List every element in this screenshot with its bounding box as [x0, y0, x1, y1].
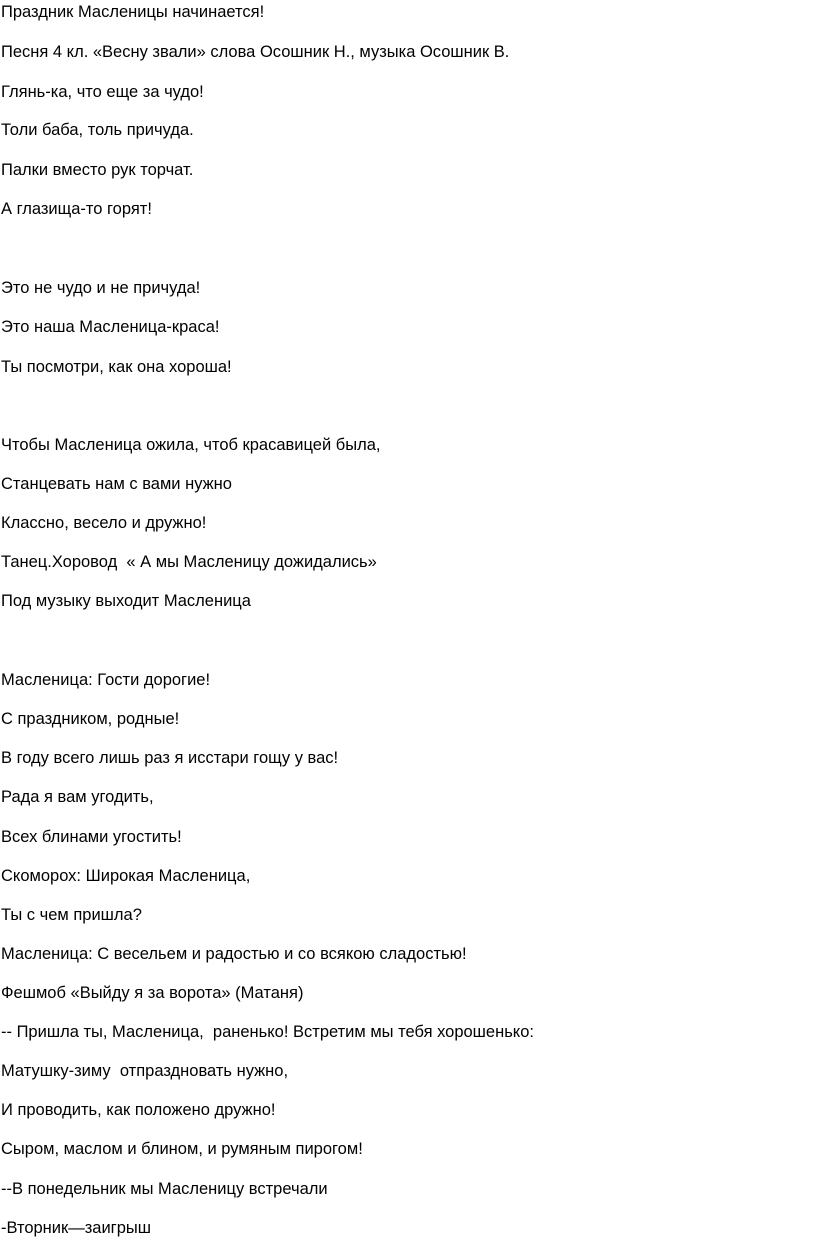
text-line: Это наша Масленица-краса! [1, 318, 220, 336]
text-line: Масленица: С весельем и радостью и со всякою сладостью! [1, 945, 467, 963]
text-line: Матушку-зиму отпраздновать нужно, [1, 1062, 289, 1080]
text-line: Масленица: Гости дорогие! [1, 671, 211, 689]
text-line: -Вторник—заигрыш [1, 1219, 151, 1237]
text-line: Чтобы Масленица ожила, чтоб красавицей была, [1, 436, 381, 454]
text-line: --В понедельник мы Масленицу встречали [1, 1180, 328, 1198]
text-line: Танец.Хоровод « А мы Масленицу дожидались» [1, 553, 377, 571]
text-line: Под музыку выходит Масленица [1, 592, 251, 610]
text-line: Классно, весело и дружно! [1, 514, 207, 532]
text-line: Фешмоб «Выйду я за ворота» (Матаня) [1, 984, 304, 1002]
text-line: Ты с чем пришла? [1, 906, 142, 924]
text-line: Праздник Масленицы начинается! [1, 3, 265, 21]
text-line: Ты посмотри, как она хороша! [1, 358, 232, 376]
text-line: -- Пришла ты, Масленица, раненько! Встретим мы тебя хорошенько: [1, 1023, 534, 1041]
text-line: Глянь-ка, что еще за чудо! [1, 83, 204, 101]
text-line: Это не чудо и не причуда! [1, 279, 201, 297]
text-line: Толи баба, толь причуда. [1, 121, 194, 139]
text-line: И проводить, как положено дружно! [1, 1101, 276, 1119]
text-line: Рада я вам угодить, [1, 788, 154, 806]
text-line: Сыром, маслом и блином, и румяным пирогом! [1, 1140, 363, 1158]
text-line: Всех блинами угостить! [1, 828, 182, 846]
text-line: Станцевать нам с вами нужно [1, 475, 232, 493]
text-line: Скоморох: Широкая Масленица, [1, 867, 251, 885]
text-line: С праздником, родные! [1, 710, 180, 728]
text-line: В году всего лишь раз я исстари гощу у вас! [1, 749, 339, 767]
text-line: Палки вместо рук торчат. [1, 161, 194, 179]
text-line: А глазища-то горят! [1, 200, 152, 218]
text-line: Песня 4 кл. «Весну звали» слова Осошник Н., музыка Осошник В. [1, 43, 510, 61]
